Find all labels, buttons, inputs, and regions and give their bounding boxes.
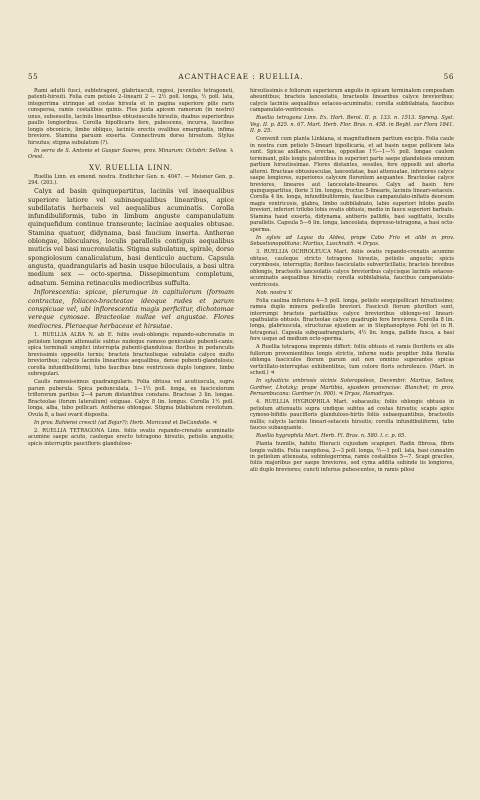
- species-3-diagnosis: 3. RUELLIA OCHROLEUCA Mart. foliis ovatis repando-crenatis acumine obtuso, cauleque stricto tetragono hirsutis, petiolis angustis; spicis corymbosis, interruptis; floribus fasciculatis subverticillatis; bracteis brevibus oblongis, bracteolis lanceolatis calyce brevioribus calycisque laciniis setaceo-acuminatis aequalibus hirsutis; corolla subbilabiata, faucibus campanulato-ventricosis.: [250, 249, 454, 288]
- species-1-description: Caulis ramosissimus quadrangularis. Folia obtusa vel acutiuscula, supra parum puberula. Spica pedunculata, 1—1½ poll. longa, ex fasciculorum triflororum paribus 2—4 parum distantibus constans. Bracteae 3 lin. longae. Bracteolae (forum lateralium) exiguae. Calyx 8 lin. longus. Corolla 1½ poll. longa, alba, tubo pollicari. Antherae oblongae. Stigma bilabiatum revolutum. Ovula 8, a basi ovarii disposita.: [28, 379, 234, 418]
- species-3-description: Folia caulina inferiora 4—5 poll. longa, petiolo sesquipollicari hirsutissimo; ramea duplo minora pedicello breviori. Fasciculi florum pluriflori sunt, interrumpi bracteis partialibus calyce brevioribus oblongo-vel lineari-spathulatis obtusis. Bracteolae calyce quadruplo fere breviores. Corolla 8 lin. longa, glabriuscula, structurae ejusdem ac in Stephanophyso Pohl (et in R. tetragona). Capsula subquadrangularis, 4½ lin. longa, pallide fusca, a basi fere usque ad medium octo-sperma.: [250, 297, 454, 343]
- species-4-synonymy: Ruellia hygrophila Mart. Herb. Fl. Bras. n. 580. l. c. p. 65.: [256, 433, 406, 440]
- species-2-locality: In sylvis ad Lagoa da Aldea, prope Cabo Frio et alibi in prov. Sebastianopolitana: Martius, Luschnath. ♃ Dryas.: [250, 234, 454, 248]
- species-2-diagnosis: 2. RUELLIA TETRAGONA Linn. foliis ovatis repando-crenatis acuminatis acumine saepe acuto, cauleque erecto tetragono hirsutis, petiolis angustis; spicis interruptis paucifloris glanduloso-: [28, 427, 234, 447]
- species-4-description: Planta humilis, habitu Hieracii cujusdam scapigeri. Radix fibrosa, fibris longis validis. Folia caespitosa, 2—3 poll. longa, ½—1 poll. lata, basi cuneatim in petiolum attenuata, subintegerrima, ramis costalibus 5—7. Scapi graciles, foliis majoribus per saepe breviores, sed cyma addita subinde iis longiores, alii duplo breviores; cuncti inferius pubescentes, in ramis pilosi: [250, 441, 454, 473]
- genus-description: Calyx ad basin quinquepartitus, laciniis vel inaequalibus superiore latiore vel subinaequalibus linearibus, apice subdilatatis herbaceis vel aequalibus acuminatis. Corolla infundibuliformis, tubo in limbum angustе campanulatum quinquefidum continue transeunte; laciniae aequales obtusae. Stamina quatuor, didynama, basi faucium inserta. Antherae oblongae, biloculares, loculis parallelis contiguis aequalibus muticis vel basi mucronulatis. Stigma subulatum, spirale, dorso spongiolosum canaliculatum, basi denticulo auctum. Capsula angusta, quadrangularis ad basin usque biloculaıis, a basi ultra medium sex — octo-sperma. Dissepimentum completum, adnatum. Semina retinaculis mediocribus suffulta.: [28, 188, 234, 287]
- genus-citation: Ruellia Linn. ex emend. nostra. Endlicher Gen. n. 4047. — Meisner Gen. p. 294. (203.).: [28, 173, 234, 187]
- species-2-description: Convenit cum planta Linkiana, si magnitudinem partium excipis. Folia caule in nostra cum petiolo 5-lineari bipollicaria, et ad basin usque pollicem lata sunt. Spicae axillares, erectae, oppositae 1½—1—½ poll. longae caulem terminant, pilis longis patentibus in superiori parte saepe glandulosis omnium partium hirsutissimae. Flores distantes, sessiles, fere oppositi aut aborta alterni. Bracteae obtusiusculae, lanceolatae, basi attenuatae, inferiores calyce saepe longiores, superiores calycem florentem aequantes. Bracteolae calyce breviores, lineares aut lanceolato-lineares. Calyx ad basin fere quinquepartitus, florie 3 lin. longus, fructus 5-linearis, laciniis lineari-setaceis. Corolla 4 lin. longa, infundibuliformis, faucibus campanulato-inflatis deorsum magis ventricosis, glabra, limbo subbilabiato, labio superiori bilobo paullo breviori, inferiori trilobo lobis ovatis obtusis, medio in fauce superiori barbato. Stamina haud exserta, didynama, antheris pallidis, basi sagittatis, loculis parallelis. Capsula 5—6 lin. longa, lanceolata, depresso-tetragona, a basi octo-sperma.: [250, 136, 454, 233]
- species-1-locality: In prov. Bahiensi crescit (ad Bojar?): Herb. Moricand et DeCandolle. ♃: [34, 419, 218, 426]
- species-1-diagnosis: 1. RUELLIA ALBA N. ab E. foliis ovali-oblongis repando-subcrenatis in petiolum longum attenuatis subtus nudeque ramoso geniculato pubenti-canis; spica terminali simplici interrupta pubenti-glandulosa: floribus in pedunculis brevissimis oppositis ternis; bracteis bracteolisque subulatis calyce multo brevioribus; calycis laciniis linearibus aequalibus, dense pubenti-glandulosis; corolla infundibuliformi, tubo faucibus bine ventricosis duplo longiore, limbo subregulari.: [28, 332, 234, 378]
- species-2-synonymy: Ruellia tetragona Linn. Ex. Hort. Berol. II. p. 133. n. 1513. Spreng. Syst. Veg. II. p. 825. n. 67. Mart. Herb. Flor. Bras. n. 458. in Beybl. zur Flora 1841. II. p. 25.: [250, 115, 454, 135]
- inflorescentia-paragraph: Inflorescentia: spicae, plerumque in capitulorum (formam contractae, foliaceo-bracteatae ideoque rudes et parum conspicuae vel, ubi inflorescentia magis perficitur, dichotomae vereque cymosae. Bracteolae nullae vel angustae. Flores mediocres. Pleraeque herbaceae et hirsutae.: [28, 289, 234, 330]
- species-4-diagnosis: 4. RUELLIA HYGROPHILA Mart. subacaulis; foliis oblongis obtusis in petiolum attenuatis supra undique subtus ad costas hirsutis; scapis apice cymoso-bifidis paucifloris glanduloso-hirtis foliis subaequantibus, bracteolis nullis; calycis laciniis lineari-setaceis hirsutis; corolla infundibuliformi, tubo fauces subaequante.: [250, 399, 454, 431]
- species-3-locality: In sylvaticis umbrosis vicinis Soteropoleos, Decembri: Martius, Sellow, Gardner, Lhotzky; prope Martibia, ejusdem provinciae: Blanchet; in prov. Pernambucana: Gardner (n. 900). ♃ Dryas, Hamadryas.: [250, 378, 454, 398]
- species-3-reference: Nob. nostra V.: [256, 289, 293, 296]
- left-text-column: [28, 88, 234, 782]
- running-title: ACANTHACEAE : RUELLIA.: [178, 72, 304, 81]
- paragraph: Rami adulti fusci, subtetragoni, glabriusculi, rugosi, juveniles tetragoneti, patenti-hirsuti. Folia cum petiolo 2–linearii 2 — 2½ poll. longa, ½ poll. lata, integerrima utrinque ad costas hirsuta et in pagina superiore pilis raris conspersa, ramis costalibus quinis. Flos juxta apicem ramorum (in nostro) unus, subsessilis, laciniis linearibus obtusiusculis hirsutis, duabus superioribus paullo longioribus. Corolla bipollicaris fere, pubescens, incurva, faucibus longis obconicis, limbo obliquo, laciniis erectis ovalibus emarginatis, infima breviore. Stamina paruum exserta. Connectivum dorso hirsutum. Stylus hirsutus; stigma subulatum (?).: [28, 88, 234, 146]
- running-header: [28, 72, 454, 84]
- species-2-diagnosis-continued: hirsutissimis e foliorum superiorum angulis in spicam terminalem compositam abeuntibus; bracteis lanceolatis, bracteolis linearibus calyce brevioribus; calycis laciniis aequalibus setaceo-acuminatis; corolla subbilabiata, faucibus campanulato-ventricosis.: [250, 88, 454, 114]
- page-number-right: 56: [443, 72, 454, 81]
- right-text-column: [250, 88, 454, 782]
- locality-note: In serra de S. Antonio et Gaspar Soares, prov. Minarum: Octobri: Sellow. ♄ Orest.: [28, 147, 234, 161]
- genus-heading: XV. RUELLIA LINN.: [89, 163, 173, 172]
- species-3-note: A Ruellia tetragona imprimis differt: foliis obtusis et ramis floriferis ex alis fullorum provenientibus longis strictis, inferne nudis proptter folia floralia oblonga fasciculos florum parum aut non omnino superantes spicas verticillato-interruptas exhibentibus, tum colore floris ochroleuco. (Mart. in sched.) ♃: [250, 344, 454, 377]
- page-number-left: 55: [28, 72, 39, 81]
